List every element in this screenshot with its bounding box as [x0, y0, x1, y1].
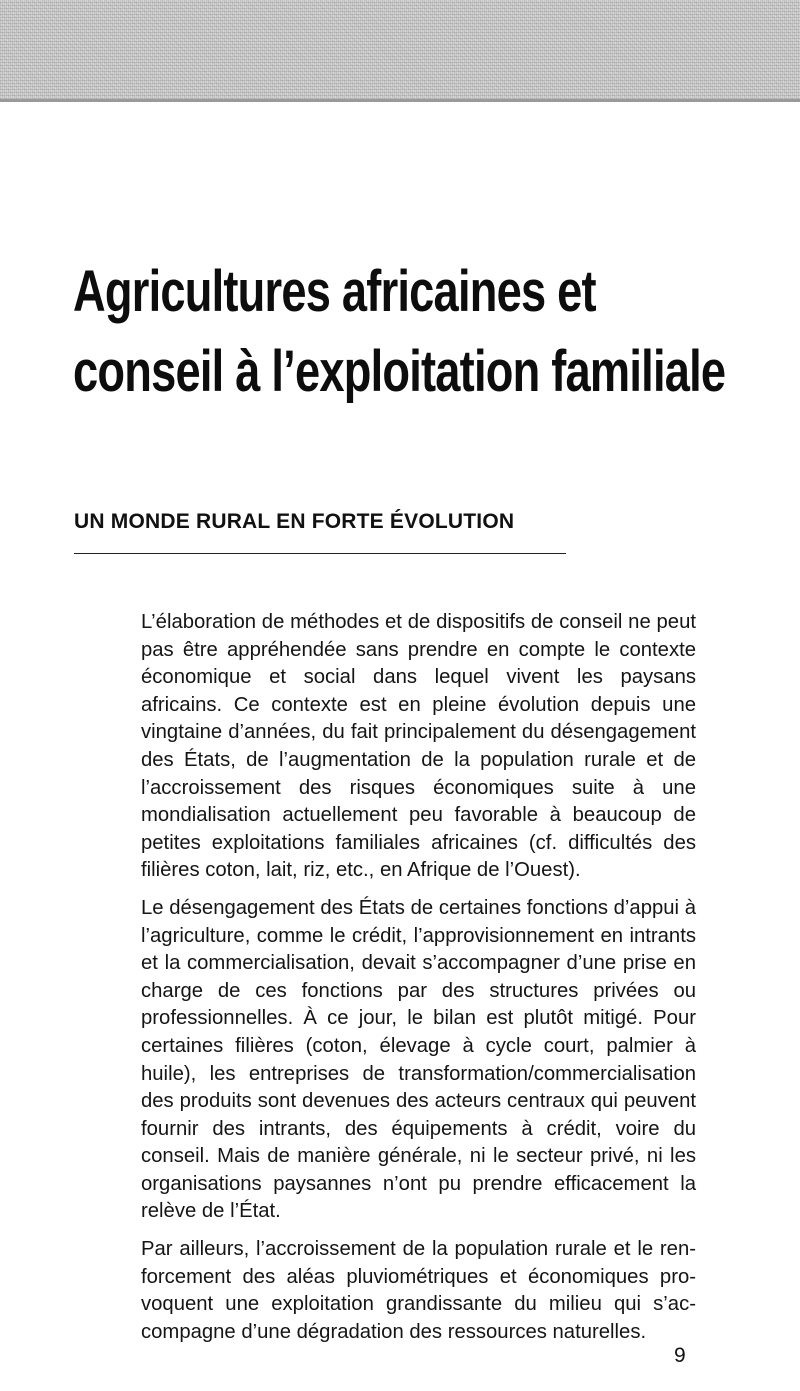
- top-halftone-band: [0, 0, 800, 102]
- chapter-title-line-2: conseil à l’exploitation familiale: [73, 339, 726, 404]
- chapter-title: [73, 252, 726, 412]
- chapter-title-line-1: Agricultures africaines et: [73, 259, 596, 324]
- section-heading: UN MONDE RURAL EN FORTE ÉVOLUTION: [74, 510, 515, 533]
- paragraph-1: L’élaboration de méthodes et de dispositifs de conseil ne peut pas être appréhendée sans prendre en compte le contexte économique et social dans lequel vivent les paysans africains. Ce contexte est en pleine évolution depuis une vingtaine d’années, du fait principalement du désengagement des États, de l’augmentation de la population rurale et de l’accroissement des risques économiques suite à une mondialisation actuellement peu favorable à beaucoup de petites exploitations familiales africaines (cf. difficultés des filières coton, lait, riz, etc., en Afrique de l’Ouest).: [141, 611, 696, 882]
- paragraph-2: Le désengagement des États de certaines fonctions d’appui à l’agriculture, comme le crédit, l’approvisionnement en intrants et la commercialisation, devait s’accompagner d’une prise en charge de ces fonctions par des structures privées ou professionnelles. À ce jour, le bilan est plutôt mitigé. Pour certaines filières (coton, élevage à cycle court, palmier à huile), les entreprises de transformation/commercialisation des produits sont devenues des acteurs centraux qui peuvent fournir des intrants, des équipements à crédit, voire du conseil. Mais de manière générale, ni le secteur privé, ni les organisations paysannes n’ont pu prendre efficacement la relève de l’État.: [141, 896, 696, 1223]
- page-number: 9: [674, 1344, 686, 1367]
- body-text: [141, 609, 696, 1356]
- paragraph-3: Par ailleurs, l’accroissement de la population rurale et le renforcement des aléas pluviométriques et économiques provoquent une exploitation grandissante du milieu qui s’accompagne d’une dégradation des ressources naturelles.: [141, 1238, 696, 1343]
- section-divider: [74, 553, 566, 554]
